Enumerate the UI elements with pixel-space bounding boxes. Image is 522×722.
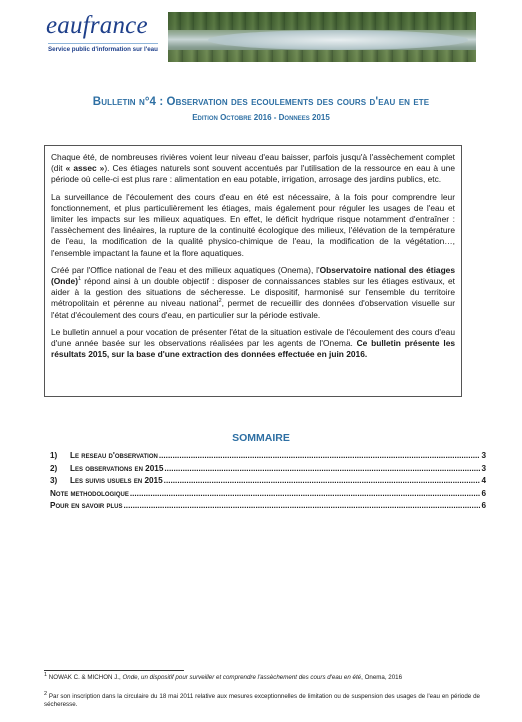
toc-page: 3: [481, 451, 486, 460]
table-of-contents: [50, 451, 486, 514]
river-photo-banner: [168, 12, 476, 62]
toc-entry-note-methodologique[interactable]: [50, 489, 486, 502]
logo-divider: [48, 43, 158, 44]
toc-number: 2): [50, 463, 58, 473]
toc-label: Pour en savoir plus: [50, 501, 123, 511]
toc-entry-en-savoir-plus[interactable]: [50, 501, 486, 514]
toc-page: 6: [481, 501, 486, 511]
toc-label: Les suivis usuels en 2015: [70, 476, 163, 486]
footnote-divider: [44, 670, 184, 671]
logo-tagline: Service public d'information sur l'eau: [48, 46, 158, 53]
photo-trees: [168, 12, 476, 30]
toc-label: Le reseau d'observation: [70, 451, 158, 460]
toc-number: 1): [50, 451, 58, 460]
toc-leader: [124, 501, 481, 510]
photo-bank: [168, 50, 476, 62]
eaufrance-logo[interactable]: [46, 12, 166, 62]
intro-paragraph-2: La surveillance de l'écoulement des cours d'eau en été est nécessaire, à la fois pour comprendre leur fonctionnement, et plus particulièrement les étiages, mais également pour réguler les usages de l'eau et limiter les impacts sur les milieux aquatiques. En effet, le déficit hydrique risque notamment d'entraîner : l'assèchement des linéaires, la rupture de la continuité écologique des milieux, l'élévation de la température de l'eau, la modification de la qualité physico-chimique de l'eau, la modification de la végétation…, l'ensemble impactant la faune et la flore aquatiques.: [51, 191, 455, 258]
bulletin-title: Bulletin n°4 : Observation des ecoulements des cours d'eau en ete: [92, 96, 430, 108]
sommaire-heading: SOMMAIRE: [232, 432, 290, 444]
toc-leader: [164, 476, 481, 485]
photo-river: [208, 30, 468, 50]
edition-subtitle: Edition Octobre 2016 - Donnees 2015: [192, 113, 330, 122]
toc-page: 4: [481, 476, 486, 486]
intro-paragraph-4: Le bulletin annuel a pour vocation de présenter l'état de la situation estivale de l'écoulement des cours d'eau d'une année basée sur les observations réalisées par les agents de l'Onema. Ce bulletin présente les résultats 2015, sur la base d'une extraction des données effectuée en juin 2016.: [51, 326, 456, 360]
toc-label: Les observations en 2015: [70, 463, 164, 473]
toc-label: Note methodologique: [50, 488, 129, 498]
logo-wordmark: eaufrance: [46, 12, 148, 39]
footnote-ref-1[interactable]: 1: [77, 276, 82, 283]
intro-box: [44, 145, 462, 397]
toc-leader: [159, 451, 481, 460]
toc-leader: [164, 464, 480, 473]
footnote-1: $^1$ NOWAK C. & MICHON J., Onde, un dispositif pour surveiller et comprendre l'assèchement des cours d'eau en été, Onema, 2016: [44, 671, 403, 681]
toc-page: 3: [481, 463, 486, 473]
toc-entry-observations[interactable]: [50, 464, 486, 477]
intro-paragraph-1: Chaque été, de nombreuses rivières voient leur niveau d'eau baisser, parfois jusqu'à l'assèchement complet (dit « assec »). Ces étiages naturels sont souvent accentués par l'utilisation de la ressource en eau à une période où celle-ci est plus rare : alimentation en eau potable, irrigation, arrosage des jardins publics, etc.: [51, 152, 455, 185]
toc-number: 3): [50, 476, 58, 486]
toc-leader: [130, 489, 481, 498]
toc-page: 6: [481, 488, 486, 498]
footnote-2: $^2$ Par son inscription dans la circulaire du 18 mai 2011 relative aux mesures exceptionnelles de limitation ou de suspension des usages de l'eau en période de sécheresse.: [44, 690, 480, 708]
toc-entry-reseau[interactable]: [50, 451, 486, 464]
footnote-ref-2[interactable]: 2: [218, 298, 222, 305]
intro-paragraph-3: Créé par l'Office national de l'eau et des milieux aquatiques (Onema), l'Observatoire national des étiages (Onde)$^1$ répond ainsi à un double objectif : disposer de connaissances stables sur les étiages estivaux, et aider à la gestion des situations de sécheresse. Le dispositif, harmonisé sur l'ensemble du territoire métropolitain et pérenne au niveau national$^2$, permet de recueillir des données d'observation visuelle sur l'état d'écoulement des cours d'eau, en particulier sur la période estivale.: [51, 264, 455, 320]
toc-entry-suivis[interactable]: [50, 476, 486, 489]
